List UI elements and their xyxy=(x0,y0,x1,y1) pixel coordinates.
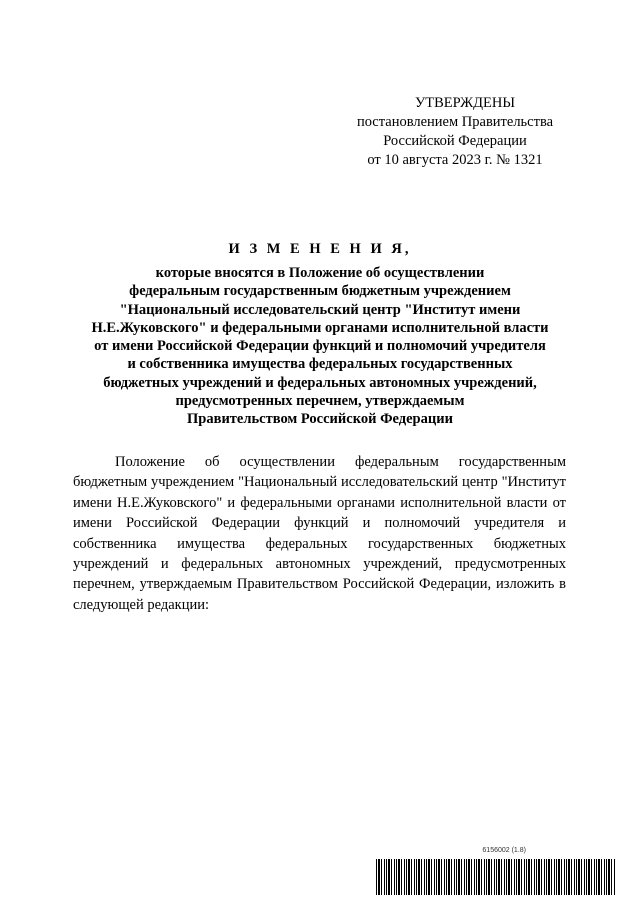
subtitle-line: от имени Российской Федерации функций и полномочий учредителя xyxy=(94,338,546,355)
document-title: И З М Е Н Е Н И Я, xyxy=(228,241,412,257)
subtitle-line: "Национальный исследовательский центр "Институт имени xyxy=(119,301,521,318)
subtitle-line: предусмотренных перечнем, утверждаемым xyxy=(175,393,465,410)
subtitle-line: бюджетных учреждений и федеральных автономных учреждений, xyxy=(103,374,537,391)
approval-line-3: от 10 августа 2023 г. № 1321 xyxy=(367,152,543,168)
barcode xyxy=(376,859,616,895)
subtitle-line: и собственника имущества федеральных государственных xyxy=(127,356,513,373)
document-code: 6156002 (1.8) xyxy=(482,847,526,854)
document-footer xyxy=(376,847,616,895)
subtitle-line: федеральным государственным бюджетным учреждением xyxy=(129,283,511,300)
approval-line-1: постановлением Правительства xyxy=(356,114,554,130)
approval-heading: УТВЕРЖДЕНЫ xyxy=(414,95,516,111)
subtitle-line: которые вносятся в Положение об осуществлении xyxy=(155,265,485,281)
document-subtitle xyxy=(60,264,580,429)
subtitle-line: Н.Е.Жуковского" и федеральными органами исполнительной власти xyxy=(91,319,549,336)
approval-line-2: Российской Федерации xyxy=(383,133,527,149)
approval-block xyxy=(340,94,570,170)
subtitle-line: Правительством Российской Федерации xyxy=(187,411,453,428)
body-paragraph: Положение об осуществлении федеральным государственным бюджетным учреждением "Национальный исследовательский центр "Институт имени Н.Е.Жуковского" и федеральными органами исполнительной власти от имени Российской Федерации функций и полномочий учредителя и собственника имущества федеральных государственных бюджетных учреждений и федеральных автономных учреждений, предусмотренных перечнем, утверждаемым Правительством Российской Федерации, изложить в следующей редакции: xyxy=(73,454,566,613)
